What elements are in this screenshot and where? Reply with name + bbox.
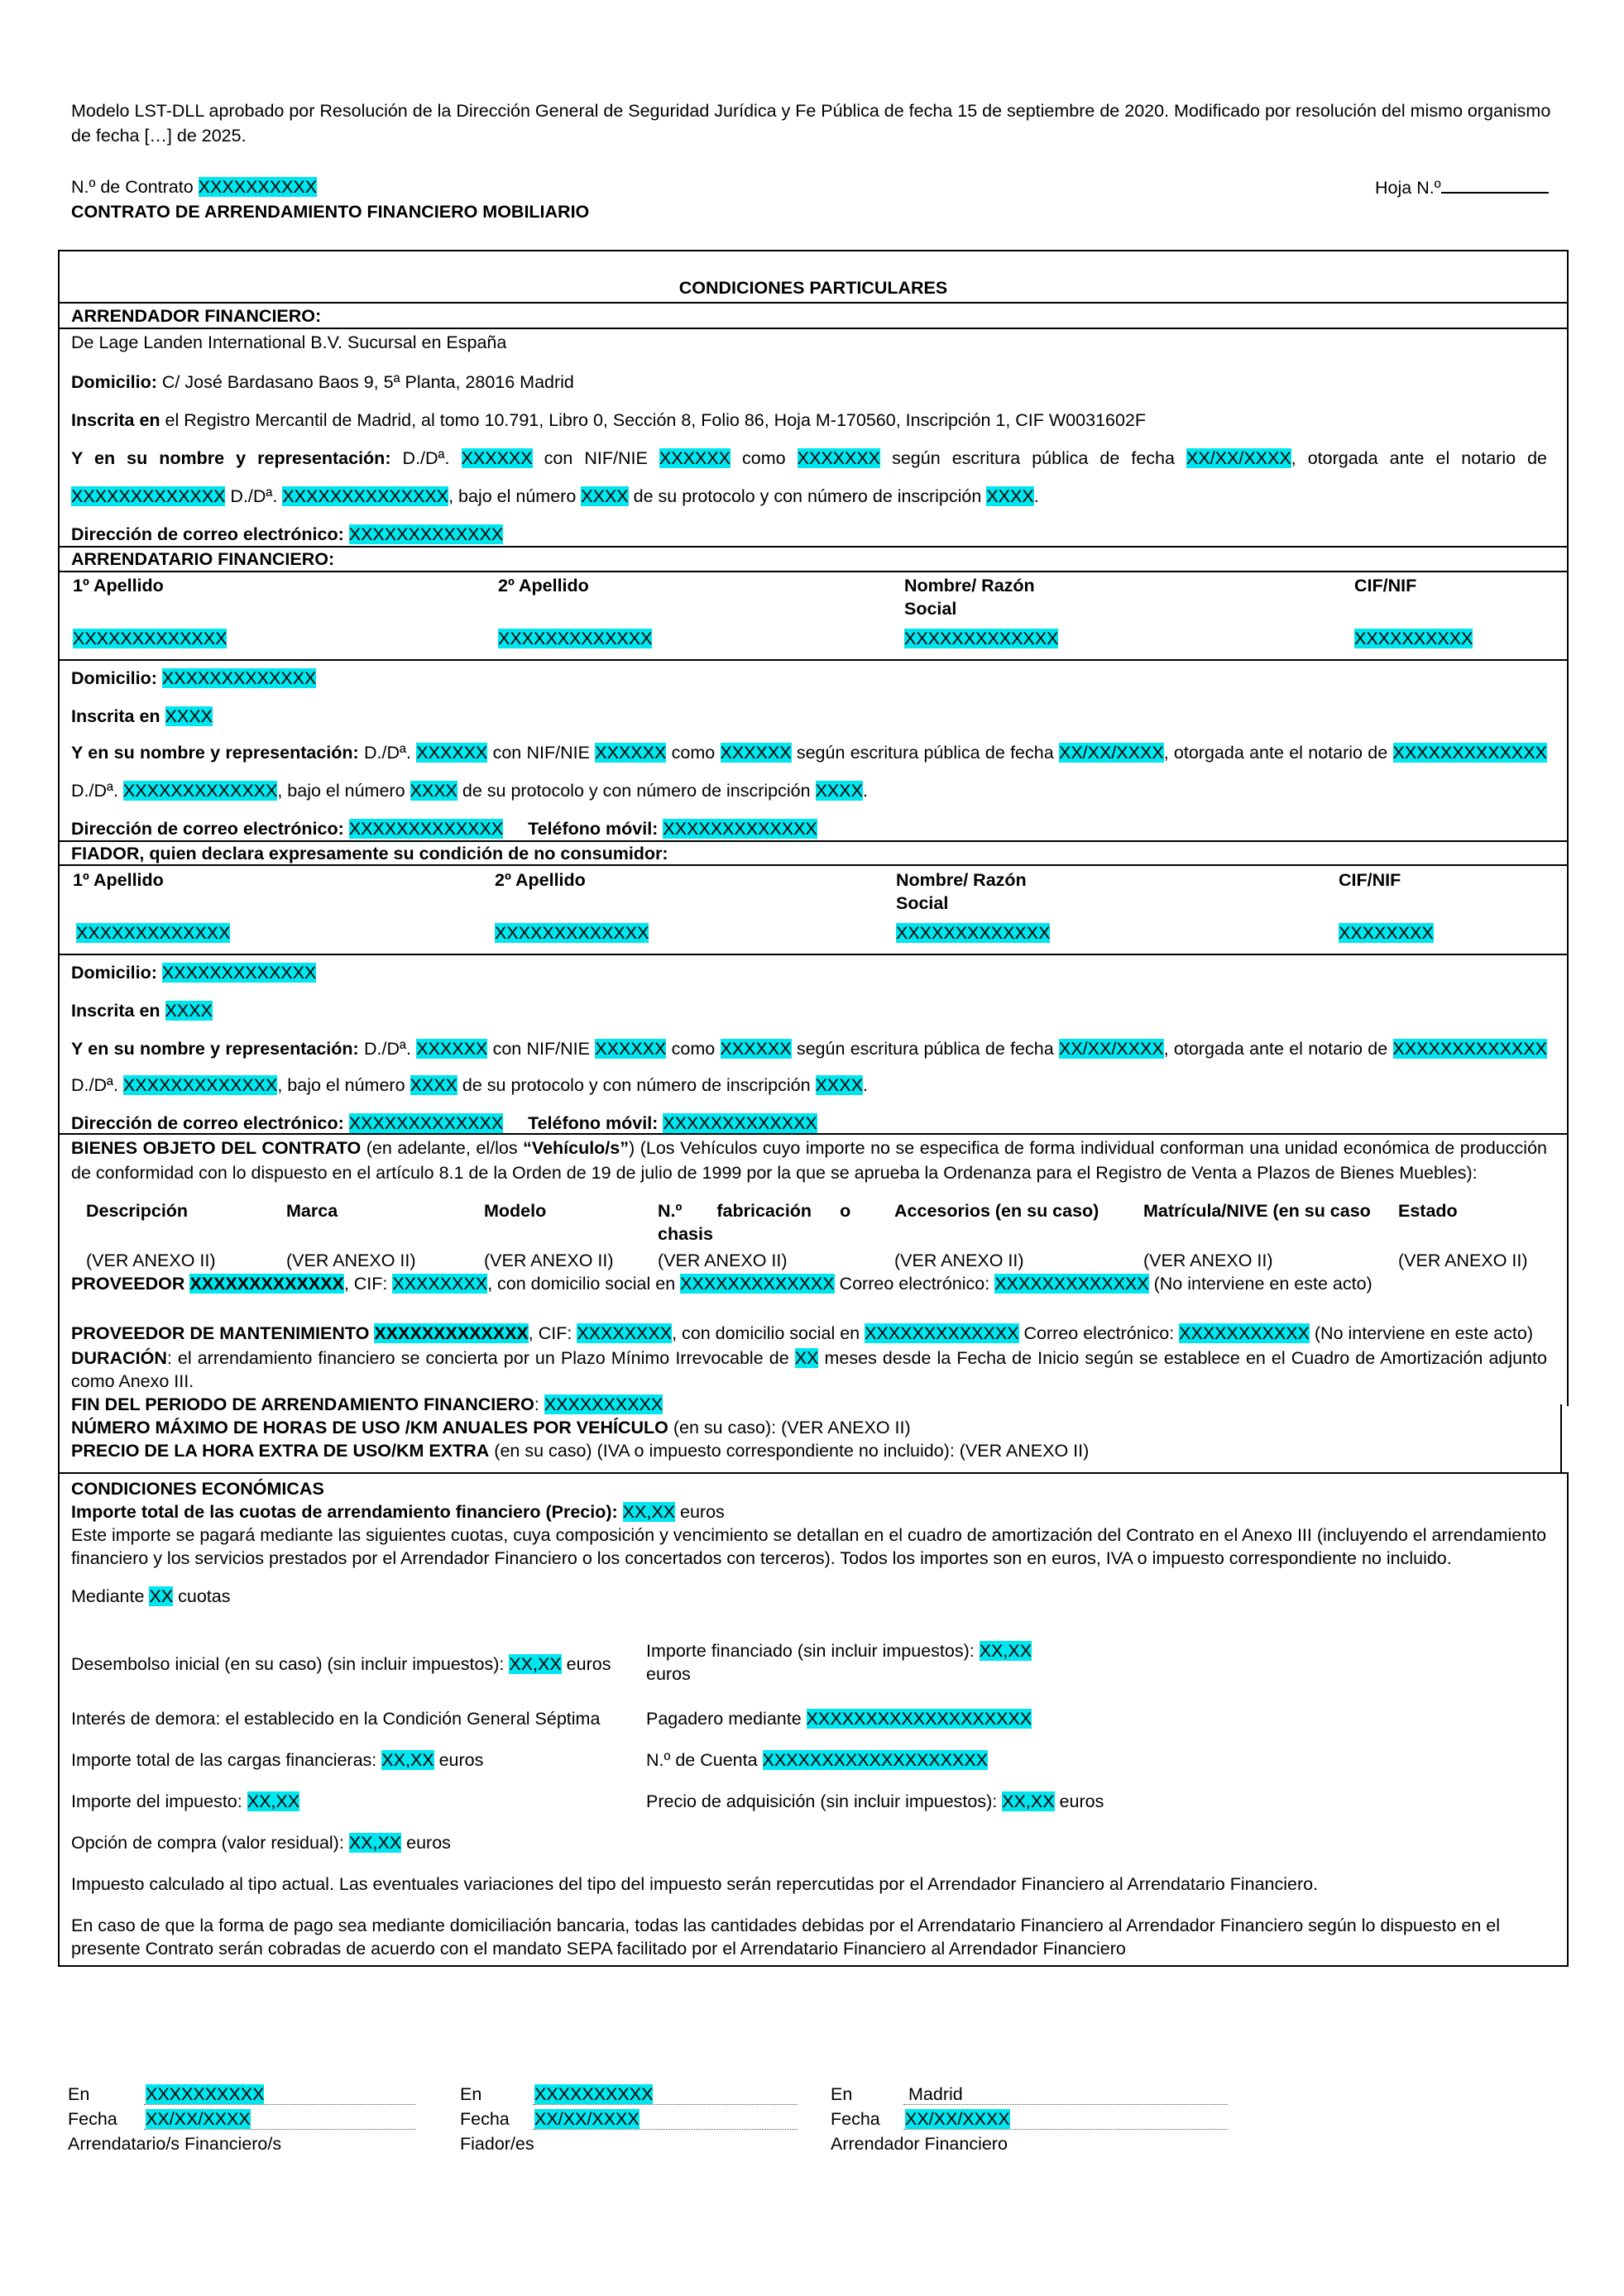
- separator-guarantor-cols: [58, 954, 1569, 955]
- goods-col-model: Modelo: [484, 1201, 547, 1221]
- lessor-representation-cont: XXXXXXXXXXXXX D./Dª. XXXXXXXXXXXXXX, bajo el número XXXX de su protocolo y con número de inscripción XXXX.: [71, 486, 1039, 506]
- lessee-contact: Dirección de correo electrónico: XXXXXXXXXXXXX Teléfono móvil: XXXXXXXXXXXXX: [71, 819, 817, 839]
- signature-lessor-date-label: Fecha: [831, 2109, 880, 2129]
- goods-intro: BIENES OBJETO DEL CONTRATO (en adelante, el/los “Vehículo/s”) (Los Vehículos cuyo importe no se especifica de forma individual conforman una unidad económica de producción: [71, 1138, 1547, 1158]
- lessee-col-first-surname: 1º Apellido: [73, 576, 164, 596]
- lessee-heading: ARRENDATARIO FINANCIERO:: [71, 549, 335, 569]
- supplier: PROVEEDOR XXXXXXXXXXXXX, CIF: XXXXXXXX, con domicilio social en XXXXXXXXXXXXX Correo electrónico: XXXXXXXXXXXXX (No interviene en este acto): [71, 1274, 1372, 1294]
- signature-guarantor-place-label: En: [460, 2084, 482, 2104]
- separator-lessee-cols: [58, 659, 1569, 661]
- economic-para1-line1: Este importe se pagará mediante las siguientes cuotas, cuya composición y vencimiento se detallan en el cuadro de amortización del Contrato en el Anexo III (incluyendo el arrendamiento: [71, 1525, 1547, 1545]
- guarantor-col-first-surname: 1º Apellido: [73, 870, 164, 890]
- signature-lessee-place-value: XXXXXXXXXX: [146, 2084, 265, 2104]
- goods-col-description: Descripción: [86, 1201, 189, 1221]
- economic-para1-line2: financiero y los servicios prestados por el Arrendador Financiero o los concertados con terceros). Todos los importes son en euros, IVA o impuesto correspondiente no incluido.: [71, 1548, 1452, 1568]
- separator-economic: [58, 1472, 1569, 1474]
- separator-lessor-heading: [58, 328, 1569, 329]
- lessee-registry: Inscrita en XXXX: [71, 706, 213, 726]
- goods-brand-value: (VER ANEXO II): [286, 1251, 416, 1270]
- economic-initial-payment: Desembolso inicial (en su caso) (sin incluir impuestos): XX,XX euros: [71, 1654, 611, 1674]
- contract-number: [71, 175, 317, 199]
- lessee-col-second-surname: 2º Apellido: [498, 576, 589, 596]
- lessee-first-surname-value: XXXXXXXXXXXXX: [73, 629, 228, 648]
- conditions-title: CONDICIONES PARTICULARES: [678, 278, 948, 298]
- goods-model-value: (VER ANEXO II): [484, 1251, 614, 1270]
- lessor-name: De Lage Landen International B.V. Sucursal en España: [71, 332, 507, 352]
- model-approval-line1: Modelo LST-DLL aprobado por Resolución de la Dirección General de Seguridad Jurídica y Fe Pública de fecha 15 de septiembre de 2020. Modificado por resolución del mismo organismo: [71, 101, 1551, 121]
- economic-late-interest: Interés de demora: el establecido en la Condición General Séptima: [71, 1709, 601, 1729]
- signature-guarantor-date-label: Fecha: [460, 2109, 510, 2129]
- economic-payable: Pagadero mediante XXXXXXXXXXXXXXXXXXX: [646, 1709, 1032, 1729]
- contract-number-value: XXXXXXXXXX: [198, 177, 318, 197]
- duration-cont: como Anexo III.: [71, 1371, 194, 1391]
- economic-sepa-line1: En caso de que la forma de pago sea mediante domiciliación bancaria, todas las cantidades debidas por el Arrendatario Financiero al Arrendador Financiero según lo dispuesto en el: [71, 1916, 1501, 1935]
- frame-right-step: [1560, 1404, 1562, 1474]
- guarantor-domicile: Domicilio: XXXXXXXXXXXXX: [71, 963, 317, 983]
- max-hours: NÚMERO MÁXIMO DE HORAS DE USO /KM ANUALES POR VEHÍCULO (en su caso): (VER ANEXO II): [71, 1418, 911, 1437]
- signature-lessor-date-value: XX/XX/XXXX: [905, 2109, 1010, 2129]
- lessor-domicile: Domicilio: C/ José Bardasano Baos 9, 5ª Planta, 28016 Madrid: [71, 372, 574, 392]
- economic-acquisition-price: Precio de adquisición (sin incluir impuestos): XX,XX euros: [646, 1791, 1104, 1811]
- lessee-col-cif: CIF/NIF: [1354, 576, 1417, 596]
- guarantor-second-surname-value: XXXXXXXXXXXXX: [495, 923, 649, 943]
- lessee-representation-cont: D./Dª. XXXXXXXXXXXXX, bajo el número XXXX de su protocolo y con número de inscripción XXXX.: [71, 781, 868, 801]
- guarantor-heading: FIADOR, quien declara expresamente su condición de no consumidor:: [71, 844, 668, 863]
- goods-col-status: Estado: [1398, 1201, 1458, 1221]
- economic-financial-charges: Importe total de las cargas financieras: XX,XX euros: [71, 1750, 484, 1770]
- guarantor-col-second-surname: 2º Apellido: [495, 870, 586, 890]
- signature-lessor-place-value: Madrid: [908, 2084, 963, 2104]
- signature-guarantor-role: Fiador/es: [460, 2134, 534, 2154]
- guarantor-representation-cont: D./Dª. XXXXXXXXXXXXX, bajo el número XXXX de su protocolo y con número de inscripción XXXX.: [71, 1075, 868, 1095]
- guarantor-cif-value: XXXXXXXX: [1339, 923, 1434, 943]
- lessee-second-surname-value: XXXXXXXXXXXXX: [498, 629, 653, 648]
- lessor-registry: Inscrita en el Registro Mercantil de Madrid, al tomo 10.791, Libro 0, Sección 8, Folio 86, Hoja M-170560, Inscripción 1, CIF W0031602F: [71, 410, 1147, 430]
- guarantor-col-name: Nombre/ Razón Social: [896, 870, 1027, 913]
- frame-right-upper: [1567, 250, 1569, 1406]
- signature-lessor-role: Arrendador Financiero: [831, 2134, 1008, 2154]
- goods-description-value: (VER ANEXO II): [86, 1251, 216, 1270]
- signature-guarantor-date-value: XX/XX/XXXX: [534, 2109, 640, 2129]
- lessee-representation: Y en su nombre y representación: D./Dª. XXXXXX con NIF/NIE XXXXXX como XXXXXX según escritura pública de fecha XX/XX/XXXX, otorgada ante el notario de XXXXXXXXXXXXX: [71, 743, 1547, 763]
- duration: DURACIÓN: el arrendamiento financiero se concierta por un Plazo Mínimo Irrevocable de XX meses desde la Fecha de Inicio según se establece en el Cuadro de Amortización adjunto: [71, 1348, 1547, 1368]
- signature-lessee-date-label: Fecha: [68, 2109, 117, 2129]
- signature-guarantor-place-value: XXXXXXXXXX: [534, 2084, 654, 2104]
- goods-col-accessories: Accesorios (en su caso): [894, 1201, 1099, 1221]
- economic-sepa-line2: presente Contrato serán cobradas de acuerdo con el mandato SEPA facilitado por el Arrendatario Financiero al Arrendador Financiero: [71, 1939, 1126, 1959]
- goods-col-brand: Marca: [286, 1201, 338, 1221]
- maintenance-supplier: PROVEEDOR DE MANTENIMIENTO XXXXXXXXXXXXX, CIF: XXXXXXXX, con domicilio social en XXXXXXXXXXXXX Correo electrónico: XXXXXXXXXXX (No interviene en este acto): [71, 1323, 1534, 1343]
- economic-purchase-option: Opción de compra (valor residual): XX,XX euros: [71, 1833, 451, 1853]
- signature-lessee-date-value: XX/XX/XXXX: [146, 2109, 251, 2129]
- economic-financed-amount: Importe financiado (sin incluir impuestos): XX,XX euros: [646, 1641, 1032, 1684]
- lessee-domicile: Domicilio: XXXXXXXXXXXXX: [71, 668, 317, 688]
- goods-intro-cont: de conformidad con lo dispuesto en el artículo 8.1 de la Orden de 19 de julio de 1999 por la que se aprueba la Ordenanza para el Registro de Venta a Plazos de Bienes Muebles):: [71, 1163, 1478, 1183]
- goods-plate-value: (VER ANEXO II): [1143, 1251, 1273, 1270]
- goods-serial-value: (VER ANEXO II): [658, 1251, 788, 1270]
- guarantor-contact: Dirección de correo electrónico: XXXXXXXXXXXXX Teléfono móvil: XXXXXXXXXXXXX: [71, 1113, 817, 1133]
- economic-tax-note: Impuesto calculado al tipo actual. Las eventuales variaciones del tipo del impuesto serán repercutidas por el Arrendador Financiero al Arrendatario Financiero.: [71, 1874, 1319, 1894]
- economic-heading: CONDICIONES ECONÓMICAS: [71, 1479, 324, 1499]
- lessee-cif-value: XXXXXXXXXX: [1354, 629, 1473, 648]
- guarantor-name-value: XXXXXXXXXXXXX: [896, 923, 1051, 943]
- signature-lessor-place-label: En: [831, 2084, 853, 2104]
- sheet-number: [1375, 175, 1549, 199]
- guarantor-registry: Inscrita en XXXX: [71, 1001, 213, 1021]
- guarantor-representation: Y en su nombre y representación: D./Dª. XXXXXX con NIF/NIE XXXXXX como XXXXXX según escritura pública de fecha XX/XX/XXXX, otorgada ante el notario de XXXXXXXXXXXXX: [71, 1039, 1547, 1059]
- frame-top: [58, 250, 1569, 251]
- goods-accessories-value: (VER ANEXO II): [894, 1251, 1024, 1270]
- sheet-number-label: Hoja N.º: [1375, 178, 1441, 198]
- goods-col-serial: N.º fabricación o chasis: [658, 1201, 851, 1244]
- guarantor-first-surname-value: XXXXXXXXXXXXX: [76, 923, 231, 943]
- extra-hour-price: PRECIO DE LA HORA EXTRA DE USO/KM EXTRA (en su caso) (IVA o impuesto correspondiente no incluido): (VER ANEXO II): [71, 1441, 1090, 1461]
- frame-bottom: [58, 1965, 1569, 1967]
- lessee-col-name: Nombre/ Razón Social: [904, 576, 1035, 619]
- separator-lessee-heading: [58, 571, 1569, 572]
- economic-account-number: N.º de Cuenta XXXXXXXXXXXXXXXXXXX: [646, 1750, 988, 1770]
- signature-lessee-place-label: En: [68, 2084, 90, 2104]
- lessor-heading: ARRENDADOR FINANCIERO:: [71, 306, 322, 326]
- lessee-name-value: XXXXXXXXXXXXX: [904, 629, 1059, 648]
- guarantor-col-cif: CIF/NIF: [1339, 870, 1401, 890]
- contract-number-label: N.º de Contrato: [71, 177, 194, 197]
- economic-total: Importe total de las cuotas de arrendamiento financiero (Precio): XX,XX euros: [71, 1502, 725, 1522]
- frame-right-lower: [1567, 1474, 1569, 1967]
- sheet-number-blank[interactable]: [1441, 175, 1549, 194]
- lessor-representation: Y en su nombre y representación: D./Dª. XXXXXX con NIF/NIE XXXXXX como XXXXXXX según escritura pública de fecha XX/XX/XXXX, otorgada ante el notario de: [71, 448, 1548, 468]
- separator-conditions: [58, 302, 1569, 304]
- lessor-email: Dirección de correo electrónico: XXXXXXXXXXXXX: [71, 524, 504, 544]
- economic-installments: Mediante XX cuotas: [71, 1586, 231, 1606]
- document-title: CONTRATO DE ARRENDAMIENTO FINANCIERO MOBILIARIO: [71, 202, 590, 222]
- end-period: FIN DEL PERIODO DE ARRENDAMIENTO FINANCIERO: XXXXXXXXXX: [71, 1394, 663, 1414]
- frame-left: [58, 250, 60, 1967]
- economic-tax-amount: Importe del impuesto: XX,XX: [71, 1791, 300, 1811]
- goods-col-plate: Matrícula/NIVE (en su caso: [1143, 1201, 1371, 1221]
- signature-lessee-role: Arrendatario/s Financiero/s: [68, 2134, 282, 2154]
- model-approval-line2: de fecha […] de 2025.: [71, 126, 247, 146]
- goods-status-value: (VER ANEXO II): [1398, 1251, 1528, 1270]
